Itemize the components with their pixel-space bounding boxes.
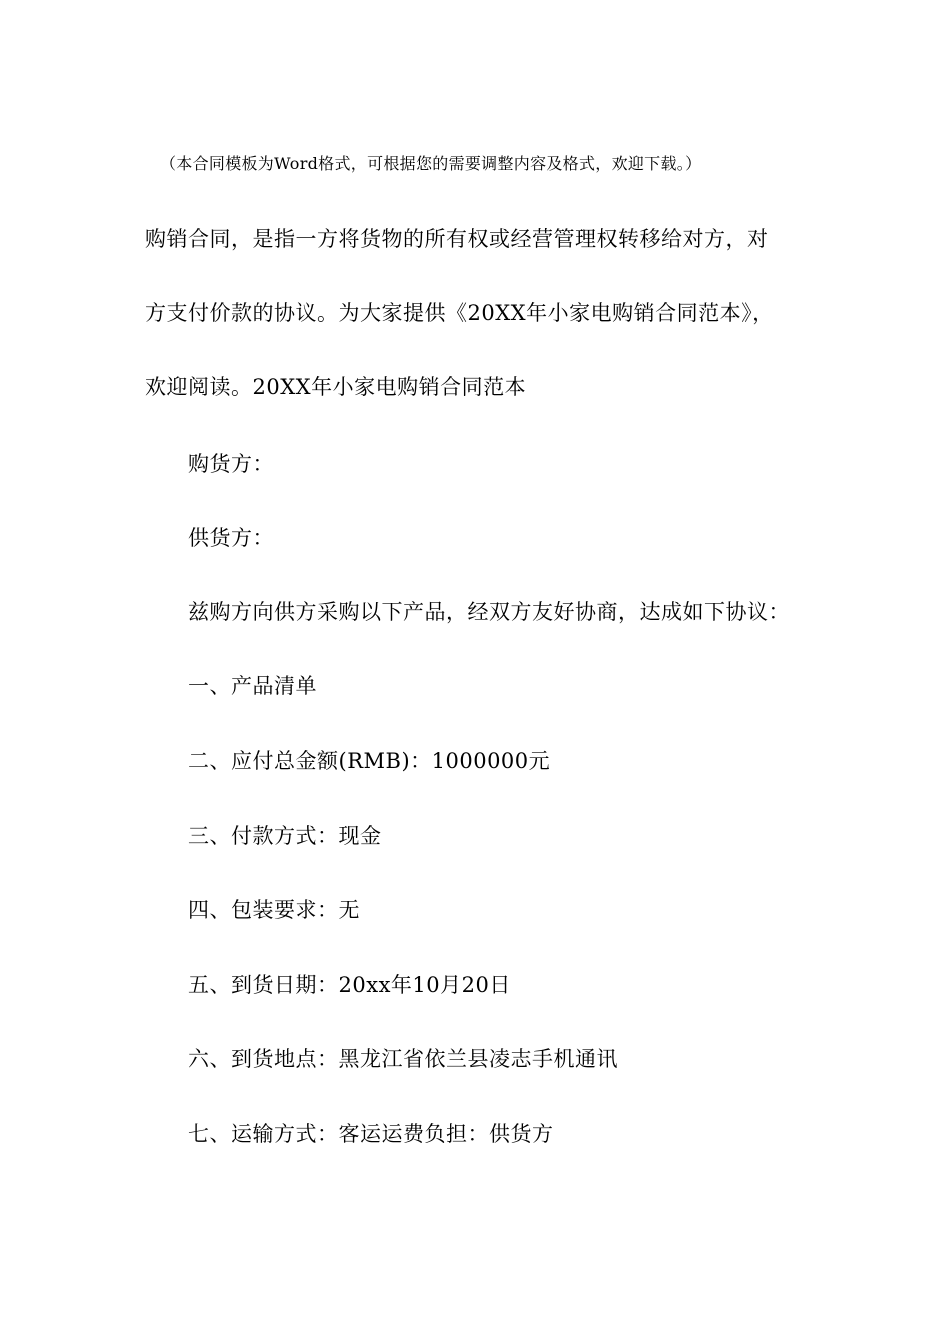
intro-line-3: 欢迎阅读。20XX年小家电购销合同范本 xyxy=(145,375,527,399)
clause-product-list: 一、产品清单 xyxy=(188,674,317,698)
clause-transport: 七、运输方式：客运运费负担：供货方 xyxy=(188,1122,554,1146)
buyer-label: 购货方： xyxy=(188,452,274,476)
clause-packaging: 四、包装要求：无 xyxy=(188,898,360,922)
clause-payment-method: 三、付款方式：现金 xyxy=(188,824,382,848)
clause-total-amount: 二、应付总金额(RMB)：1000000元 xyxy=(188,749,551,773)
intro-line-2: 方支付价款的协议。为大家提供《20XX年小家电购销合同范本》， xyxy=(145,301,774,325)
intro-line-1: 购销合同，是指一方将货物的所有权或经营管理权转移给对方，对 xyxy=(145,227,769,251)
agreement-statement: 兹购方向供方采购以下产品，经双方友好协商，达成如下协议： xyxy=(188,600,790,624)
template-note: （本合同模板为Word格式，可根据您的需要调整内容及格式，欢迎下载。） xyxy=(160,154,702,173)
clause-delivery-date: 五、到货日期：20xx年10月20日 xyxy=(188,973,511,997)
clause-delivery-location: 六、到货地点：黑龙江省依兰县凌志手机通讯 xyxy=(188,1047,618,1071)
supplier-label: 供货方： xyxy=(188,526,274,550)
